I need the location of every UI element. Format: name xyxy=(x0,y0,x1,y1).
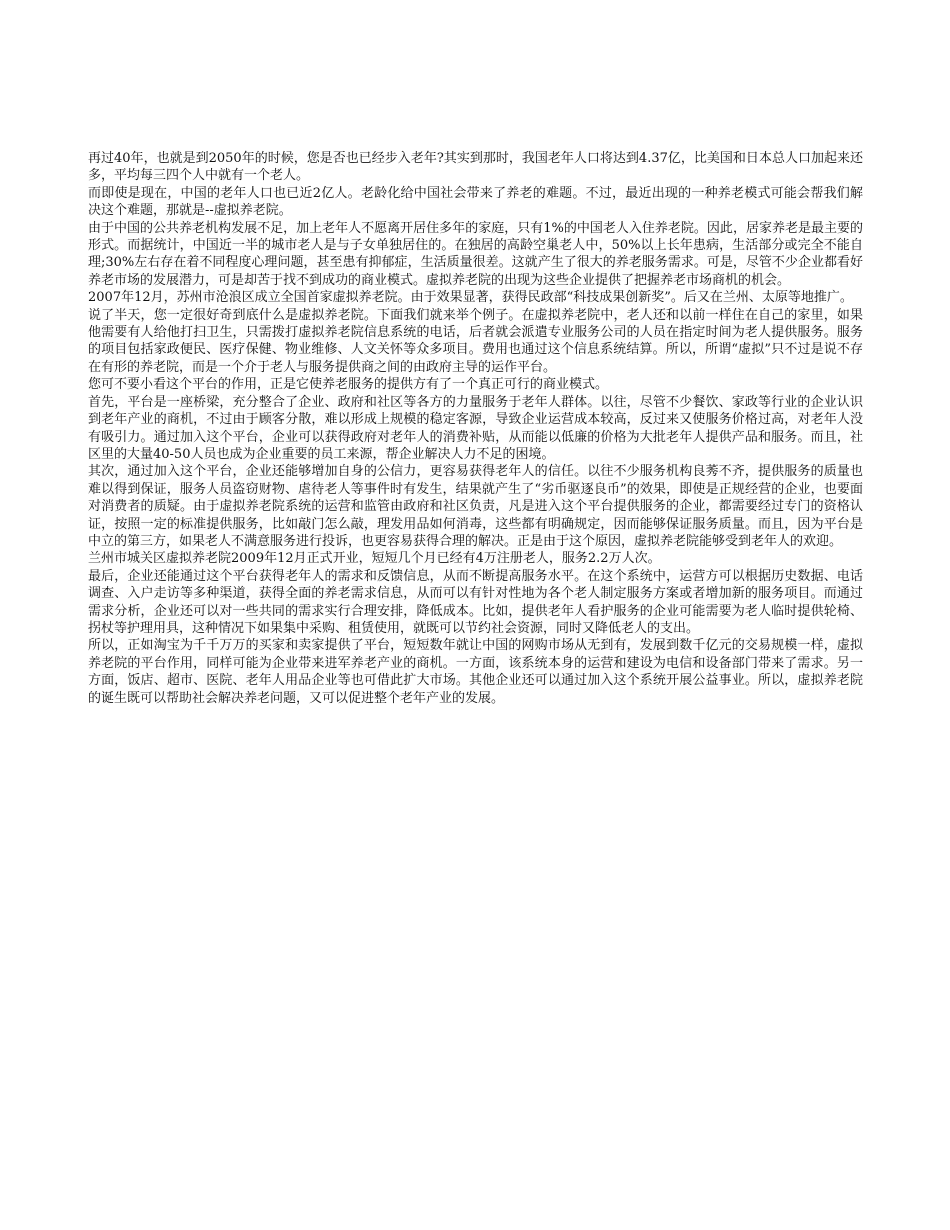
paragraph-4: 2007年12月，苏州市沧浪区成立全国首家虚拟养老院。由于效果显著，获得民政部“科技成果创新奖”。后又在兰州、太原等地推广。 xyxy=(88,290,853,306)
paragraph-3: 由于中国的公共养老机构发展不足，加上老年人不愿离开居住多年的家庭，只有1%的中国老人入住养老院。因此，居家养老是最主要的形式。而据统计，中国近一半的城市老人是与子女单独居住的。在独居的高龄空巢老人中，50%以上长年患病，生活部分或完全不能自理;30%左右存在着不同程度心理问题，甚至患有抑郁症，生活质量很差。这就产生了很大的养老服务需求。可是，尽管不少企业都看好养老市场的发展潜力，可是却苦于找不到成功的商业模式。虚拟养老院的出现为这些企业提供了把握养老市场商机的机会。 xyxy=(88,220,863,288)
paragraph-5: 说了半天，您一定很好奇到底什么是虚拟养老院。下面我们就来举个例子。在虚拟养老院中，老人还和以前一样住在自己的家里，如果他需要有人给他打扫卫生，只需拨打虚拟养老院信息系统的电话，后者就会派遣专业服务公司的人员在指定时间为老人提供服务。服务的项目包括家政便民、医疗保健、物业维修、人文关怀等众多项目。费用也通过这个信息系统结算。所以，所谓“虚拟”只不过是说不存在有形的养老院，而是一个介于老人与服务提供商之间的由政府主导的运作平台。 xyxy=(88,307,863,375)
paragraph-2: 而即使是现在，中国的老年人口也已近2亿人。老龄化给中国社会带来了养老的难题。不过，最近出现的一种养老模式可能会帮我们解决这个难题，那就是--虚拟养老院。 xyxy=(88,185,863,219)
article-body xyxy=(88,150,863,707)
paragraph-6: 您可不要小看这个平台的作用，正是它使养老服务的提供方有了一个真正可行的商业模式。 xyxy=(88,377,609,393)
paragraph-8: 其次，通过加入这个平台，企业还能够增加自身的公信力，更容易获得老年人的信任。以往不少服务机构良莠不齐，提供服务的质量也难以得到保证，服务人员盗窃财物、虐待老人等事件时有发生，结果就产生了“劣币驱逐良币”的效果，即使是正规经营的企业，也要面对消费者的质疑。由于虚拟养老院系统的运营和监管由政府和社区负责，凡是进入这个平台提供服务的企业，都需要经过专门的资格认证，按照一定的标准提供服务，比如敲门怎么敲，理发用品如何消毒，这些都有明确规定，因而能够保证服务质量。而且，因为平台是中立的第三方，如果老人不满意服务进行投诉，也更容易获得合理的解决。正是由于这个原因，虚拟养老院能够受到老年人的欢迎。 xyxy=(88,464,863,549)
paragraph-10: 最后，企业还能通过这个平台获得老年人的需求和反馈信息，从而不断提高服务水平。在这个系统中，运营方可以根据历史数据、电话调查、入户走访等多种渠道，获得全面的养老需求信息，从而可以有针对性地为各个老人制定服务方案或者增加新的服务项目。而通过需求分析，企业还可以对一些共同的需求实行合理安排，降低成本。比如，提供老年人看护服务的企业可能需要为老人临时提供轮椅、拐杖等护理用具，这种情况下如果集中采购、租赁使用，就既可以节约社会资源，同时又降低老人的支出。 xyxy=(88,568,863,636)
paragraph-1: 再过40年，也就是到2050年的时候，您是否也已经步入老年?其实到那时，我国老年人口将达到4.37亿，比美国和日本总人口加起来还多，平均每三四个人中就有一个老人。 xyxy=(88,151,863,184)
paragraph-9: 兰州市城关区虚拟养老院2009年12月正式开业，短短几个月已经有4万注册老人，服务2.2万人次。 xyxy=(88,551,661,567)
paragraph-7: 首先，平台是一座桥梁，充分整合了企业、政府和社区等各方的力量服务于老年人群体。以往，尽管不少餐饮、家政等行业的企业认识到老年产业的商机，不过由于顾客分散，难以形成上规模的稳定客源，导致企业运营成本较高，反过来又使服务价格过高，对老年人没有吸引力。通过加入这个平台，企业可以获得政府对老年人的消费补贴，从而能以低廉的价格为大批老年人提供产品和服务。而且，社区里的大量40-50人员也成为企业重要的员工来源，帮企业解决人力不足的困境。 xyxy=(88,394,863,462)
paragraph-11: 所以，正如淘宝为千千万万的买家和卖家提供了平台，短短数年就让中国的网购市场从无到有，发展到数千亿元的交易规模一样，虚拟养老院的平台作用，同样可能为企业带来进军养老产业的商机。一方面，该系统本身的运营和建设为电信和设备部门带来了需求。另一方面，饭店、超市、医院、老年人用品企业等也可借此扩大市场。其他企业还可以通过加入这个系统开展公益事业。所以，虚拟养老院的诞生既可以帮助社会解决养老问题，又可以促进整个老年产业的发展。 xyxy=(88,638,863,706)
